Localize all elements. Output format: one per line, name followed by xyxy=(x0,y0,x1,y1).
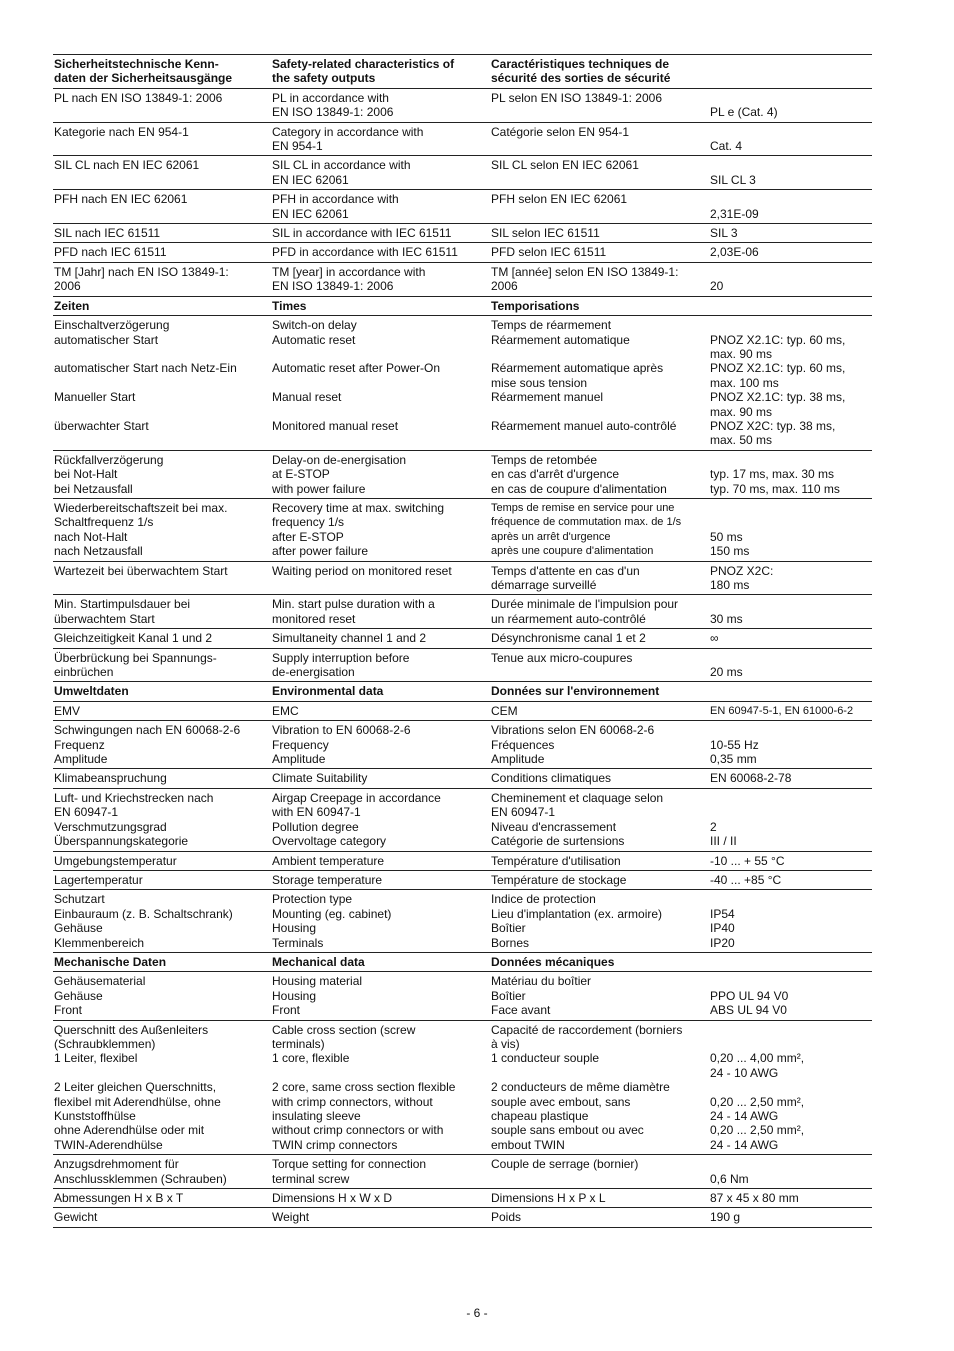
spec-row xyxy=(53,1020,872,1155)
english-cell: Housing material Housing Front xyxy=(271,972,490,1020)
german-cell: Kategorie nach EN 954-1 xyxy=(53,122,271,156)
technical-data-table xyxy=(53,54,872,1228)
english-cell: Storage temperature xyxy=(271,870,490,889)
english-cell: SIL in accordance with IEC 61511 xyxy=(271,224,490,243)
value-cell: PL e (Cat. 4) xyxy=(709,88,872,122)
value-cell: 20 ms xyxy=(709,648,872,682)
french-cell: Poids xyxy=(490,1208,709,1227)
french-cell: Dimensions H x P x L xyxy=(490,1189,709,1208)
french-cell: Température d'utilisation xyxy=(490,851,709,870)
french-cell: CEM xyxy=(490,701,709,720)
spec-row xyxy=(53,88,872,122)
page-number: - 6 - xyxy=(466,1306,488,1320)
value-cell: EN 60947-5-1, EN 61000-6-2 xyxy=(709,701,872,720)
value-cell: Cat. 4 xyxy=(709,122,872,156)
value-cell: 0,6 Nm xyxy=(709,1155,872,1189)
section-header-row xyxy=(53,682,872,701)
english-cell: Ambient temperature xyxy=(271,851,490,870)
spec-row xyxy=(53,224,872,243)
english-cell: PL in accordance with EN ISO 13849-1: 2006 xyxy=(271,88,490,122)
spec-row xyxy=(53,890,872,953)
english-cell: Mechanical data xyxy=(271,952,490,971)
german-cell: Gewicht xyxy=(53,1208,271,1227)
value-cell: 10-55 Hz 0,35 mm xyxy=(709,721,872,769)
english-cell: PFH in accordance with EN IEC 62061 xyxy=(271,190,490,224)
english-cell: Climate Suitability xyxy=(271,769,490,788)
spec-row xyxy=(53,629,872,648)
french-cell: PFH selon EN IEC 62061 xyxy=(490,190,709,224)
spec-row xyxy=(53,1208,872,1227)
english-cell: Delay-on de-energisation at E-STOP with power failure xyxy=(271,450,490,498)
value-cell: EN 60068-2-78 xyxy=(709,769,872,788)
french-cell: Capacité de raccordement (borniers à vis) 1 conducteur souple 2 conducteurs de même diamètre souple avec embout, sans chapeau plastique souple sans embout ou avec embout TWIN xyxy=(490,1020,709,1155)
value-cell: SIL CL 3 xyxy=(709,156,872,190)
english-cell: PFD in accordance with IEC 61511 xyxy=(271,243,490,262)
french-cell: Conditions climatiques xyxy=(490,769,709,788)
french-cell: Données sur l'environnement xyxy=(490,682,709,701)
spec-row xyxy=(53,1189,872,1208)
french-cell: Tenue aux micro-coupures xyxy=(490,648,709,682)
german-cell: Anzugsdrehmoment für Anschlussklemmen (Schrauben) xyxy=(53,1155,271,1189)
spec-row xyxy=(53,561,872,595)
french-cell: PL selon EN ISO 13849-1: 2006 xyxy=(490,88,709,122)
german-cell: Gehäusematerial Gehäuse Front xyxy=(53,972,271,1020)
english-cell: Safety-related characteristics of the safety outputs xyxy=(271,55,490,89)
value-cell: ∞ xyxy=(709,629,872,648)
spec-row xyxy=(53,1155,872,1189)
value-cell: 2,31E-09 xyxy=(709,190,872,224)
technical-data-body xyxy=(53,55,872,1228)
german-cell: Abmessungen H x B x T xyxy=(53,1189,271,1208)
german-cell: SIL CL nach EN IEC 62061 xyxy=(53,156,271,190)
english-cell: Dimensions H x W x D xyxy=(271,1189,490,1208)
value-cell: 50 ms 150 ms xyxy=(709,498,872,561)
french-cell: Cheminement et claquage selon EN 60947-1 Niveau d'encrassement Catégorie de surtensions xyxy=(490,788,709,851)
german-cell: PFH nach EN IEC 62061 xyxy=(53,190,271,224)
spec-row xyxy=(53,851,872,870)
french-cell: TM [année] selon EN ISO 13849-1: 2006 xyxy=(490,262,709,296)
value-cell xyxy=(709,55,872,89)
german-cell: Mechanische Daten xyxy=(53,952,271,971)
value-cell xyxy=(709,682,872,701)
german-cell: Umgebungstemperatur xyxy=(53,851,271,870)
french-cell: Temps d'attente en cas d'un démarrage surveillé xyxy=(490,561,709,595)
spec-row xyxy=(53,701,872,720)
german-cell: Sicherheitstechnische Kenn- daten der Sicherheitsausgänge xyxy=(53,55,271,89)
spec-row xyxy=(53,450,872,498)
value-cell xyxy=(709,952,872,971)
french-cell: SIL selon IEC 61511 xyxy=(490,224,709,243)
spec-row xyxy=(53,769,872,788)
english-cell: SIL CL in accordance with EN IEC 62061 xyxy=(271,156,490,190)
value-cell: 20 xyxy=(709,262,872,296)
value-cell: IP54 IP40 IP20 xyxy=(709,890,872,953)
french-cell: Matériau du boîtier Boîtier Face avant xyxy=(490,972,709,1020)
french-cell: Catégorie selon EN 954-1 xyxy=(490,122,709,156)
value-cell: 2 III / II xyxy=(709,788,872,851)
english-cell: Torque setting for connection terminal screw xyxy=(271,1155,490,1189)
french-cell: Désynchronisme canal 1 et 2 xyxy=(490,629,709,648)
german-cell: Schutzart Einbauraum (z. B. Schaltschrank) Gehäuse Klemmenbereich xyxy=(53,890,271,953)
spec-row xyxy=(53,595,872,629)
french-cell: SIL CL selon EN IEC 62061 xyxy=(490,156,709,190)
spec-row xyxy=(53,498,872,561)
french-cell: Données mécaniques xyxy=(490,952,709,971)
spec-row xyxy=(53,190,872,224)
value-cell: PNOZ X2C: 180 ms xyxy=(709,561,872,595)
value-cell xyxy=(709,296,872,315)
value-cell: PPO UL 94 V0 ABS UL 94 V0 xyxy=(709,972,872,1020)
value-cell: 190 g xyxy=(709,1208,872,1227)
section-header-row xyxy=(53,296,872,315)
english-cell: Weight xyxy=(271,1208,490,1227)
value-cell: typ. 17 ms, max. 30 ms typ. 70 ms, max. 110 ms xyxy=(709,450,872,498)
value-cell: 87 x 45 x 80 mm xyxy=(709,1189,872,1208)
english-cell: Switch-on delay Automatic reset Automatic reset after Power-On Manual reset Monitored manual reset xyxy=(271,316,490,451)
german-cell: SIL nach IEC 61511 xyxy=(53,224,271,243)
english-cell: Environmental data xyxy=(271,682,490,701)
german-cell: Querschnitt des Außenleiters (Schraubklemmen) 1 Leiter, flexibel 2 Leiter gleichen Querschnitts, flexibel mit Aderendhülse, ohne Kunststoffhülse ohne Aderendhülse oder mit TWIN-Aderendhülse xyxy=(53,1020,271,1155)
french-cell: PFD selon IEC 61511 xyxy=(490,243,709,262)
value-cell: SIL 3 xyxy=(709,224,872,243)
german-cell: Klimabeanspruchung xyxy=(53,769,271,788)
french-cell: Température de stockage xyxy=(490,870,709,889)
german-cell: Schwingungen nach EN 60068-2-6 Frequenz Amplitude xyxy=(53,721,271,769)
german-cell: Überbrückung bei Spannungs- einbrüchen xyxy=(53,648,271,682)
english-cell: Cable cross section (screw terminals) 1 core, flexible 2 core, same cross section flexible with crimp connectors, without insulating sleeve without crimp connectors or with TWIN crimp connectors xyxy=(271,1020,490,1155)
spec-row xyxy=(53,721,872,769)
value-cell: -40 ... +85 °C xyxy=(709,870,872,889)
german-cell: Einschaltverzögerung automatischer Start automatischer Start nach Netz-Ein Manueller Start überwachter Start xyxy=(53,316,271,451)
french-cell: Temps de réarmement Réarmement automatique Réarmement automatique après mise sous tension Réarmement manuel Réarmement manuel auto-contrôlé xyxy=(490,316,709,451)
section-header-row xyxy=(53,55,872,89)
english-cell: Supply interruption before de-energisation xyxy=(271,648,490,682)
german-cell: Umweltdaten xyxy=(53,682,271,701)
german-cell: Min. Startimpulsdauer bei überwachtem Start xyxy=(53,595,271,629)
german-cell: TM [Jahr] nach EN ISO 13849-1: 2006 xyxy=(53,262,271,296)
german-cell: PL nach EN ISO 13849-1: 2006 xyxy=(53,88,271,122)
french-cell: Vibrations selon EN 60068-2-6 Fréquences Amplitude xyxy=(490,721,709,769)
spec-row xyxy=(53,648,872,682)
section-header-row xyxy=(53,952,872,971)
spec-row xyxy=(53,972,872,1020)
value-cell: PNOZ X2.1C: typ. 60 ms, max. 90 ms PNOZ X2.1C: typ. 60 ms, max. 100 ms PNOZ X2.1C: typ. 38 ms, max. 90 ms PNOZ X2C: typ. 38 ms, max. 50 ms xyxy=(709,316,872,451)
german-cell: Lagertemperatur xyxy=(53,870,271,889)
english-cell: Protection type Mounting (eg. cabinet) Housing Terminals xyxy=(271,890,490,953)
german-cell: Luft- und Kriechstrecken nach EN 60947-1 Verschmutzungsgrad Überspannungskategorie xyxy=(53,788,271,851)
french-cell: Couple de serrage (bornier) xyxy=(490,1155,709,1189)
value-cell: -10 ... + 55 °C xyxy=(709,851,872,870)
english-cell: Waiting period on monitored reset xyxy=(271,561,490,595)
spec-row xyxy=(53,262,872,296)
spec-row xyxy=(53,122,872,156)
french-cell: Temporisations xyxy=(490,296,709,315)
english-cell: Recovery time at max. switching frequency 1/s after E-STOP after power failure xyxy=(271,498,490,561)
english-cell: TM [year] in accordance with EN ISO 13849-1: 2006 xyxy=(271,262,490,296)
english-cell: Category in accordance with EN 954-1 xyxy=(271,122,490,156)
english-cell: EMC xyxy=(271,701,490,720)
french-cell: Caractéristiques techniques de sécurité des sorties de sécurité xyxy=(490,55,709,89)
value-cell: 2,03E-06 xyxy=(709,243,872,262)
french-cell: Durée minimale de l'impulsion pour un réarmement auto-contrôlé xyxy=(490,595,709,629)
german-cell: Rückfallverzögerung bei Not-Halt bei Netzausfall xyxy=(53,450,271,498)
german-cell: Zeiten xyxy=(53,296,271,315)
french-cell: Temps de remise en service pour une fréquence de commutation max. de 1/s après un arrêt d'urgence après une coupure d'alimentation xyxy=(490,498,709,561)
german-cell: EMV xyxy=(53,701,271,720)
spec-row xyxy=(53,870,872,889)
english-cell: Times xyxy=(271,296,490,315)
spec-row xyxy=(53,243,872,262)
english-cell: Vibration to EN 60068-2-6 Frequency Amplitude xyxy=(271,721,490,769)
value-cell: 30 ms xyxy=(709,595,872,629)
french-cell: Indice de protection Lieu d'implantation (ex. armoire) Boîtier Bornes xyxy=(490,890,709,953)
english-cell: Min. start pulse duration with a monitored reset xyxy=(271,595,490,629)
spec-row xyxy=(53,788,872,851)
german-cell: Wiederbereitschaftszeit bei max. Schaltfrequenz 1/s nach Not-Halt nach Netzausfall xyxy=(53,498,271,561)
german-cell: Gleichzeitigkeit Kanal 1 und 2 xyxy=(53,629,271,648)
french-cell: Temps de retombée en cas d'arrêt d'urgence en cas de coupure d'alimentation xyxy=(490,450,709,498)
english-cell: Simultaneity channel 1 and 2 xyxy=(271,629,490,648)
spec-row xyxy=(53,156,872,190)
german-cell: Wartezeit bei überwachtem Start xyxy=(53,561,271,595)
spec-row xyxy=(53,316,872,451)
value-cell: 0,20 ... 4,00 mm², 24 - 10 AWG 0,20 ... 2,50 mm², 24 - 14 AWG 0,20 ... 2,50 mm², 24 - 14 AWG xyxy=(709,1020,872,1155)
english-cell: Airgap Creepage in accordance with EN 60947-1 Pollution degree Overvoltage category xyxy=(271,788,490,851)
german-cell: PFD nach IEC 61511 xyxy=(53,243,271,262)
